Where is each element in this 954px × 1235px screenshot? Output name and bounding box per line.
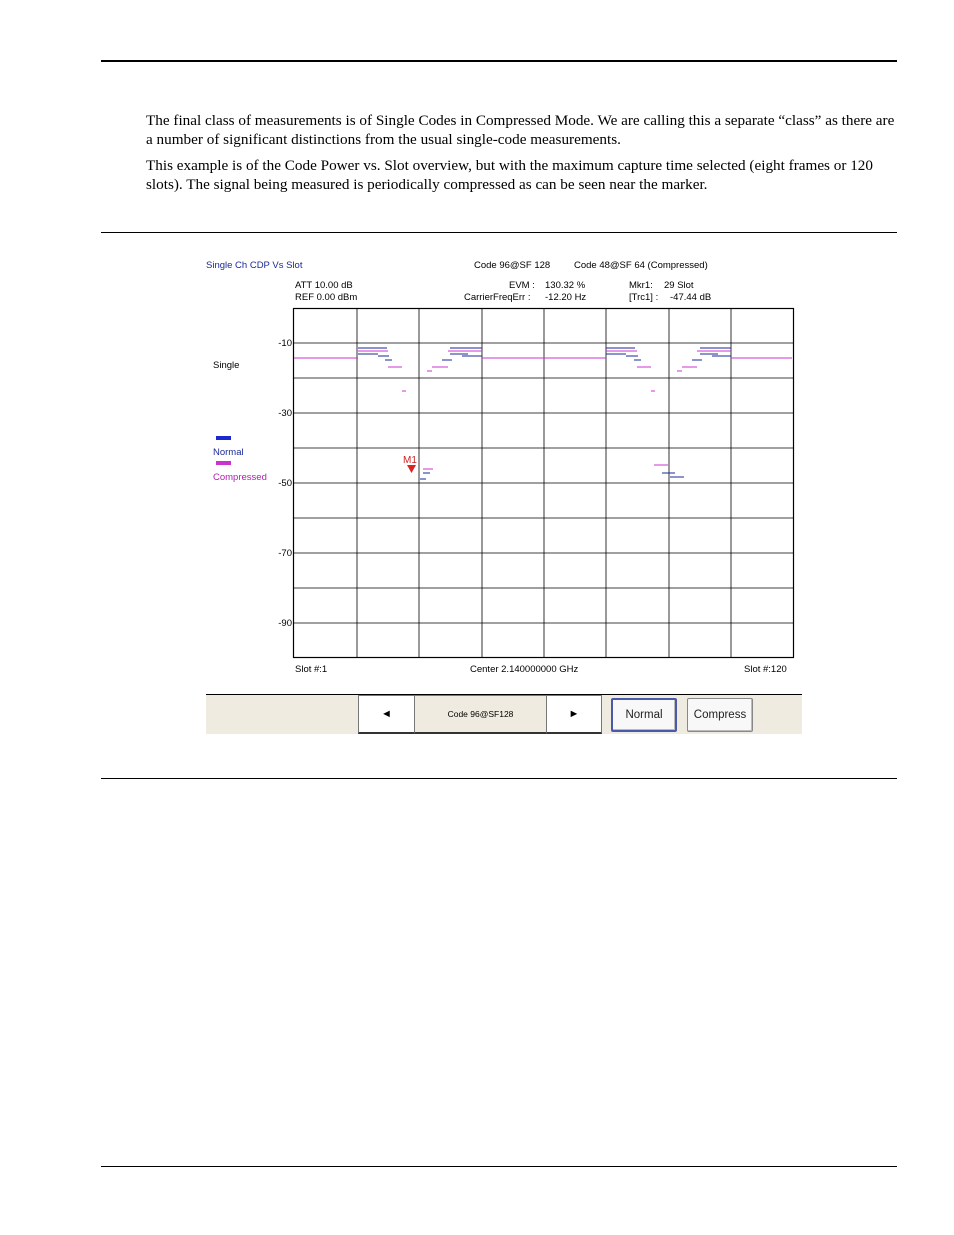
att-readout: ATT 10.00 dB — [295, 280, 353, 291]
y-tick-label: -50 — [278, 478, 292, 489]
legend-normal-label: Normal — [213, 447, 244, 458]
code-toolbar — [206, 694, 802, 734]
compress-mode-button[interactable]: Compress — [687, 698, 753, 732]
trace-value: -47.44 dB — [670, 292, 712, 303]
paragraph-2: This example is of the Code Power vs. Slot overview, but with the maximum capture time selected (eight frames or 120 slots). The signal being measured is periodically compressed as can be seen near the marker. — [146, 157, 873, 193]
y-tick-label: -10 — [278, 338, 292, 349]
mode-label: Single — [213, 360, 240, 371]
carrier-freq-err-label: CarrierFreqErr : — [464, 292, 531, 303]
marker-value: 29 Slot — [664, 280, 694, 291]
x-start-label: Slot #:1 — [295, 664, 328, 675]
analyzer-screenshot — [206, 255, 802, 733]
evm-label: EVM : — [509, 280, 535, 291]
y-tick-label: -90 — [278, 618, 292, 629]
next-code-button[interactable]: ► — [546, 695, 602, 734]
code-compressed-label: Code 48@SF 64 (Compressed) — [574, 260, 708, 271]
marker-m1-label: M1 — [403, 455, 417, 466]
header-rule — [101, 60, 897, 62]
marker-label: Mkr1: — [629, 280, 653, 291]
legend-compressed-swatch — [216, 461, 231, 465]
y-tick-label: -30 — [278, 408, 292, 419]
y-tick-label: -70 — [278, 548, 292, 559]
legend-compressed-label: Compressed — [213, 472, 267, 483]
cdp-plot — [292, 307, 796, 660]
x-end-label: Slot #:120 — [744, 664, 787, 675]
screen-title: Single Ch CDP Vs Slot — [206, 260, 303, 271]
code-normal-label: Code 96@SF 128 — [474, 260, 551, 271]
footer-rule — [101, 1166, 897, 1167]
ref-readout: REF 0.00 dBm — [295, 292, 358, 303]
carrier-freq-err-value: -12.20 Hz — [545, 292, 587, 303]
prev-code-button[interactable]: ◄ — [358, 695, 415, 734]
figure-top-rule — [101, 232, 897, 233]
evm-value: 130.32 % — [545, 280, 586, 291]
code-select-field[interactable]: Code 96@SF128 — [414, 695, 547, 734]
x-center-label: Center 2.140000000 GHz — [470, 664, 579, 675]
trace-label: [Trc1] : — [629, 292, 659, 303]
legend-normal-swatch — [216, 436, 231, 440]
paragraph-1: The final class of measurements is of Single Codes in Compressed Mode. We are calling this a separate “class” as there are a number of significant distinctions from the usual single-code measurements. — [146, 112, 895, 148]
figure-bottom-rule — [101, 778, 897, 779]
normal-mode-button[interactable]: Normal — [611, 698, 677, 732]
